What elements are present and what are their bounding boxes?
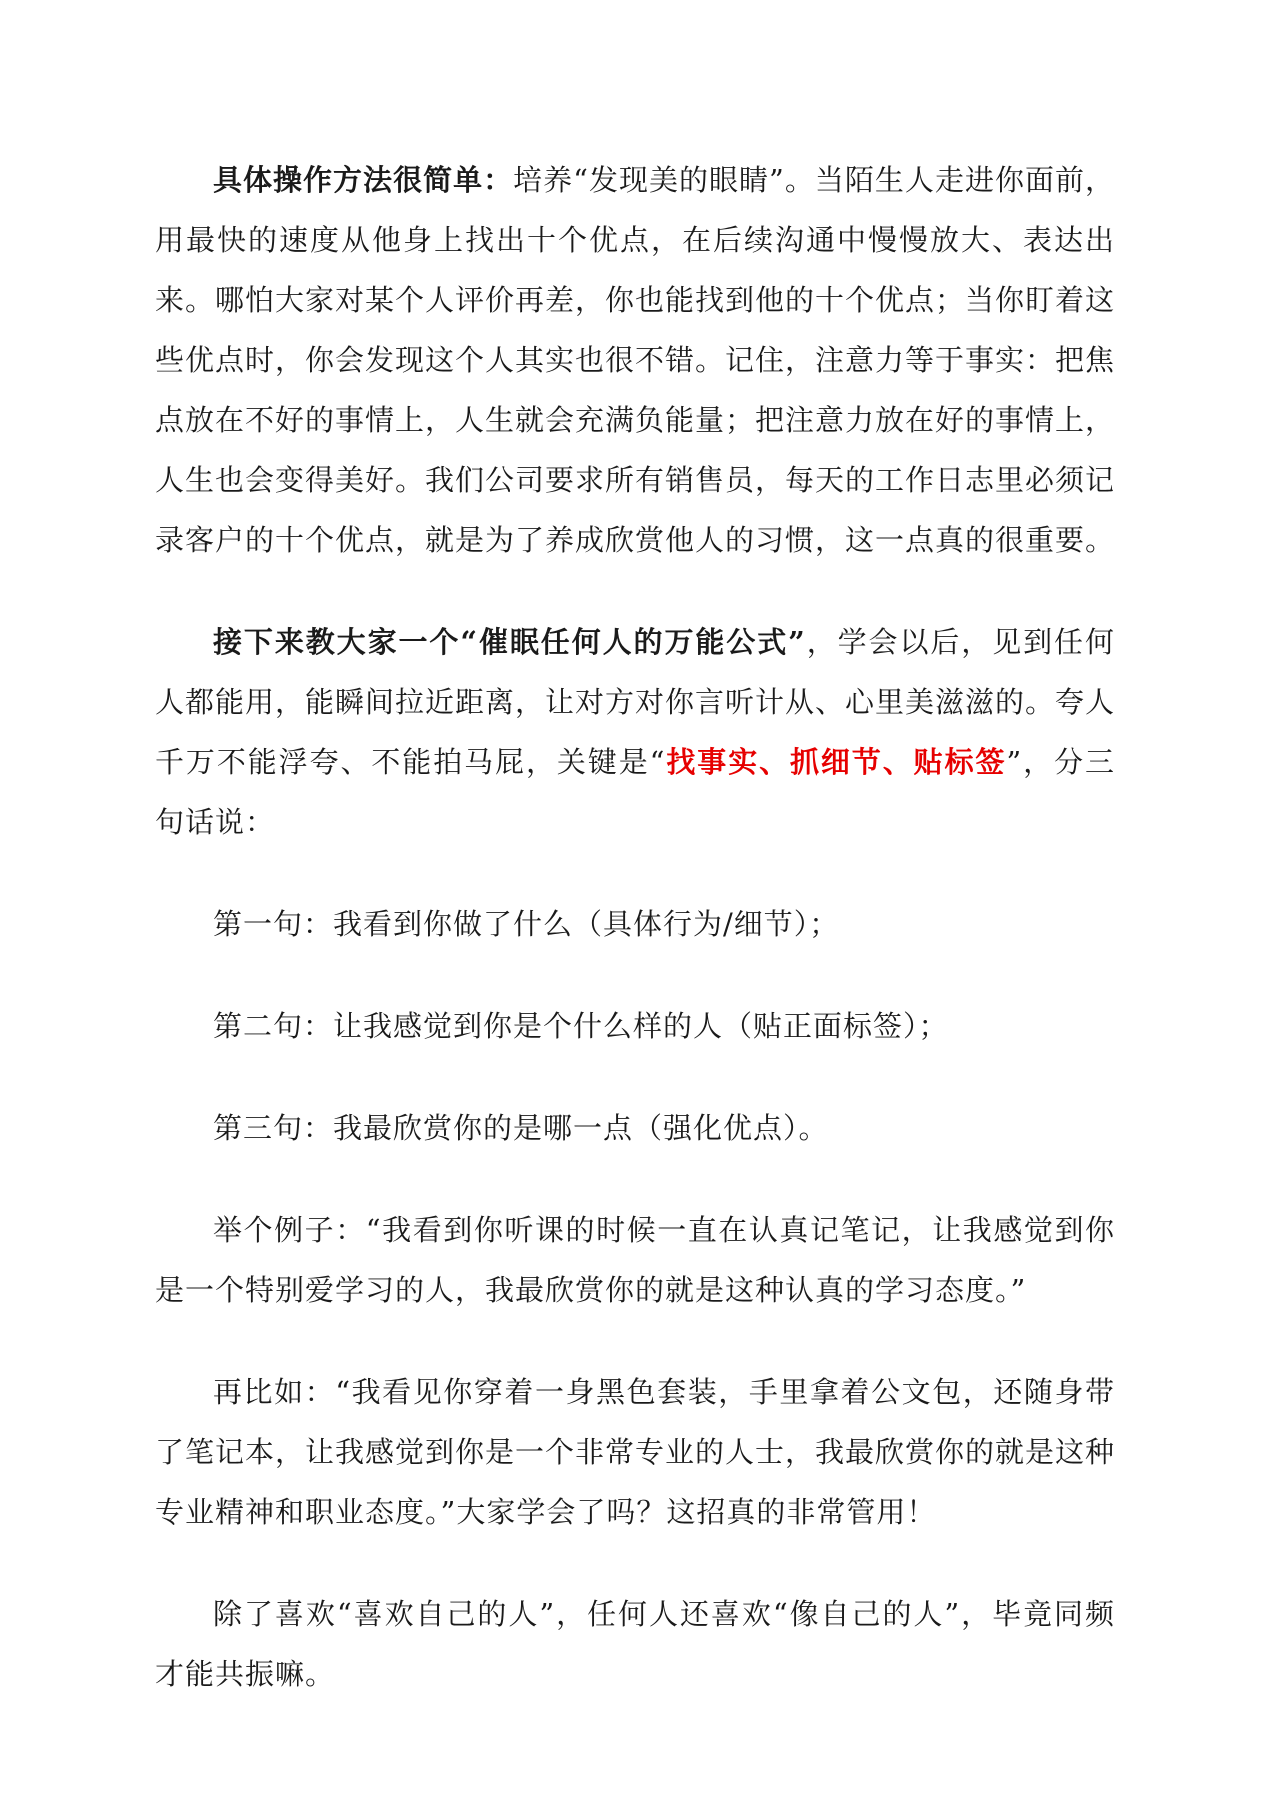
- paragraph-example-two: 再比如：“我看见你穿着一身黑色套装，手里拿着公文包，还随身带了笔记本，让我感觉到你是一个非常专业的人士，我最欣赏你的就是这种专业精神和职业态度。”大家学会了吗？这招真的非常管用！: [155, 1375, 1116, 1529]
- paragraph-formula-text-a: ，学会以后，见到任何人都能用，能瞬间拉近距离，让对方对你言听计从、心里美滋滋的。夸人千万不能浮夸、不能拍马屁，关键是“: [155, 625, 1116, 779]
- paragraph-method-text: 培养“发现美的眼睛”。当陌生人走进你面前，用最快的速度从他身上找出十个优点，在后续沟通中慢慢放大、表达出来。哪怕大家对某个人评价再差，你也能找到他的十个优点；当你盯着这些优点时，你会发现这个人其实也很不错。记住，注意力等于事实：把焦点放在不好的事情上，人生就会充满负能量；把注意力放在好的事情上，人生也会变得美好。我们公司要求所有销售员，每天的工作日志里必须记录客户的十个优点，就是为了养成欣赏他人的习惯，这一点真的很重要。: [155, 163, 1116, 557]
- paragraph-sentence-three: 第三句：我最欣赏你的是哪一点（强化优点）。: [213, 1111, 829, 1145]
- paragraph-formula-highlight: 找事实、抓细节、贴标签: [665, 745, 1007, 779]
- paragraph-sentence-two: 第二句：让我感觉到你是个什么样的人（贴正面标签）；: [213, 1009, 949, 1043]
- paragraph-formula-lead: 接下来教大家一个“催眠任何人的万能公式”: [213, 625, 806, 659]
- paragraph-formula-text-b: ”，分三句话说：: [155, 745, 1115, 839]
- paragraph-conclusion: 除了喜欢“喜欢自己的人”，任何人还喜欢“像自己的人”，毕竟同频才能共振嘛。: [155, 1597, 1115, 1691]
- document-body: [155, 150, 1115, 1746]
- paragraph-method: [155, 150, 1115, 570]
- paragraph-example-one: 举个例子：“我看到你听课的时候一直在认真记笔记，让我感觉到你是一个特别爱学习的人，我最欣赏你的就是这种认真的学习态度。”: [155, 1213, 1115, 1307]
- paragraph-formula: [155, 612, 1115, 852]
- paragraph-sentence-one: 第一句：我看到你做了什么（具体行为/细节）；: [213, 907, 840, 941]
- paragraph-method-lead: 具体操作方法很简单：: [213, 163, 514, 197]
